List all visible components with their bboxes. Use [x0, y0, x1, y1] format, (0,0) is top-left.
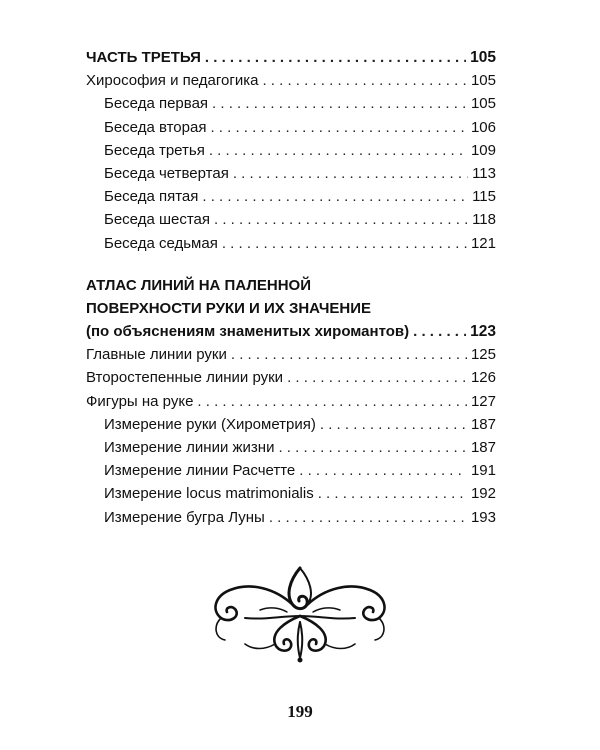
toc-entry[interactable] [86, 92, 496, 115]
toc-entry-label: Беседа седьмая [104, 234, 218, 252]
toc-entry[interactable] [86, 116, 496, 139]
toc-entry-label: Беседа вторая [104, 118, 207, 136]
toc-entry[interactable] [86, 185, 496, 208]
toc-page-number: 113 [472, 164, 496, 182]
toc-page-number: 127 [470, 392, 496, 410]
toc-section-title-line: АТЛАС ЛИНИЙ НА ПАЛЕННОЙ [86, 276, 311, 294]
toc-entry[interactable] [86, 232, 496, 255]
toc-entry[interactable] [86, 162, 496, 185]
toc-section-heading[interactable] [86, 46, 496, 69]
leader-dots [278, 436, 467, 459]
toc-page-number: 187 [470, 415, 496, 433]
toc-entry-label: Хирософия и педагогика [86, 72, 259, 90]
toc-page-number: 121 [470, 234, 496, 252]
toc-entry-label: Беседа шестая [104, 211, 211, 229]
toc-entry[interactable] [86, 139, 496, 162]
leader-dots [262, 69, 467, 92]
toc-page-number: 126 [470, 369, 496, 387]
toc-entry[interactable] [86, 390, 496, 413]
toc-page-number: 115 [472, 188, 496, 206]
leader-dots [210, 116, 467, 139]
toc-entry[interactable] [86, 482, 496, 505]
toc-entry-label: Измерение руки (Хирометрия) [104, 415, 316, 433]
leader-dots [222, 232, 467, 255]
toc-entry-label: Главные линии руки [86, 346, 227, 364]
toc-section-title: ЧАСТЬ ТРЕТЬЯ [86, 49, 201, 66]
toc-page-number: 106 [470, 118, 496, 136]
toc-entry[interactable] [86, 459, 496, 482]
page-number: 199 [287, 702, 313, 721]
leader-dots [231, 343, 467, 366]
toc-page-number: 193 [470, 508, 496, 526]
toc-entry[interactable] [86, 343, 496, 366]
toc-page-number: 105 [470, 49, 496, 66]
leader-dots [320, 413, 467, 436]
toc-entry[interactable] [86, 506, 496, 529]
toc-page-number: 187 [470, 439, 496, 456]
toc-entry-label: Беседа первая [104, 95, 209, 113]
toc-page-number: 191 [470, 462, 496, 480]
toc-entry-label: Фигуры на руке [86, 392, 194, 410]
toc-section-title: (по объяснениям знаменитых хиромантов) [86, 323, 410, 341]
toc-entry-label: Измерение линии жизни [104, 439, 275, 456]
leader-dots [287, 366, 467, 389]
toc-entry-label: Беседа пятая [104, 188, 199, 206]
toc-entry-label: Измерение locus matrimonialis [104, 485, 314, 503]
leader-dots [212, 92, 467, 115]
leader-dots [299, 459, 467, 482]
toc-entry-label: Второстепенные линии руки [86, 369, 284, 387]
leader-dots [318, 482, 467, 505]
toc-section-title-line: ПОВЕРХНОСТИ РУКИ И ИХ ЗНАЧЕНИЕ [86, 299, 372, 317]
toc-entry[interactable] [86, 208, 496, 231]
leader-dots [205, 46, 466, 69]
toc-entry[interactable] [86, 413, 496, 436]
toc-entry-label: Беседа четвертая [104, 164, 229, 182]
toc-entry-label: Измерение бугра Луны [104, 508, 265, 526]
toc-entry[interactable] [86, 436, 496, 459]
leader-dots [233, 162, 468, 185]
toc-page-number: 118 [472, 211, 496, 229]
decorative-flourish-icon [205, 560, 395, 665]
toc-entry[interactable] [86, 69, 496, 92]
toc-page-number: 123 [470, 323, 496, 341]
toc-page-number: 105 [470, 72, 496, 90]
table-of-contents [86, 46, 496, 529]
leader-dots [413, 320, 466, 343]
toc-entry[interactable] [86, 366, 496, 389]
leader-dots [202, 185, 468, 208]
toc-entry-label: Измерение линии Расчетте [104, 462, 296, 480]
leader-dots [197, 390, 467, 413]
toc-entry-label: Беседа третья [104, 141, 205, 159]
toc-page-number: 105 [470, 95, 496, 113]
leader-dots [269, 506, 467, 529]
toc-section-heading[interactable] [86, 320, 496, 343]
toc-page-number: 109 [470, 141, 496, 159]
leader-dots [209, 139, 467, 162]
toc-page-number: 192 [470, 485, 496, 503]
leader-dots [214, 208, 468, 231]
section-spacer [86, 255, 496, 274]
toc-page-number: 125 [470, 346, 496, 364]
